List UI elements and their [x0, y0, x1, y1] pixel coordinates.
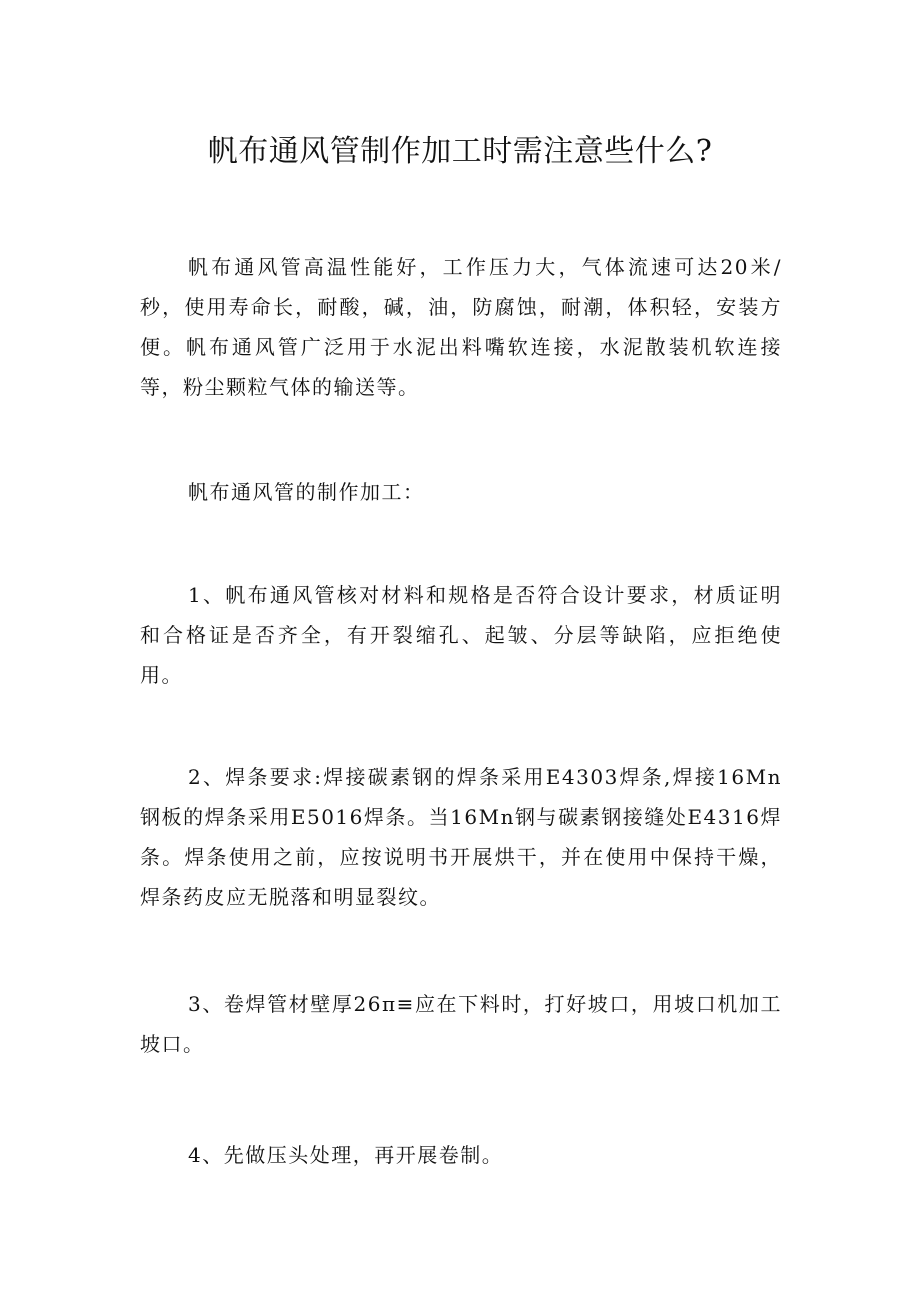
step-3-paragraph: 3、卷焊管材壁厚26π≡应在下料时，打好坡口，用坡口机加工坡口。 — [140, 992, 782, 1056]
section-heading-paragraph: 帆布通风管的制作加工： — [188, 480, 425, 504]
step-2-paragraph: 2、焊条要求:焊接碳素钢的焊条采用E4303焊条,焊接16Mn钢板的焊条采用E5016焊条。当16Mn钢与碳素钢接缝处E4316焊条。焊条使用之前，应按说明书开展烘干，并在使用中保持干燥，焊条药皮应无脱落和明显裂纹。 — [140, 765, 782, 909]
step-1-paragraph: 1、帆布通风管核对材料和规格是否符合设计要求，材质证明和合格证是否齐全，有开裂缩孔、起皱、分层等缺陷，应拒绝使用。 — [140, 583, 782, 687]
document-title: 帆布通风管制作加工时需注意些什么? — [207, 134, 713, 169]
step-4-paragraph: 4、先做压头处理，再开展卷制。 — [188, 1143, 504, 1167]
intro-paragraph: 帆布通风管高温性能好，工作压力大，气体流速可达20米/秒，使用寿命长，耐酸，碱，油，防腐蚀，耐潮，体积轻，安装方便。帆布通风管广泛用于水泥出料嘴软连接，水泥散装机软连接等，粉尘颗粒气体的输送等。 — [140, 255, 782, 399]
